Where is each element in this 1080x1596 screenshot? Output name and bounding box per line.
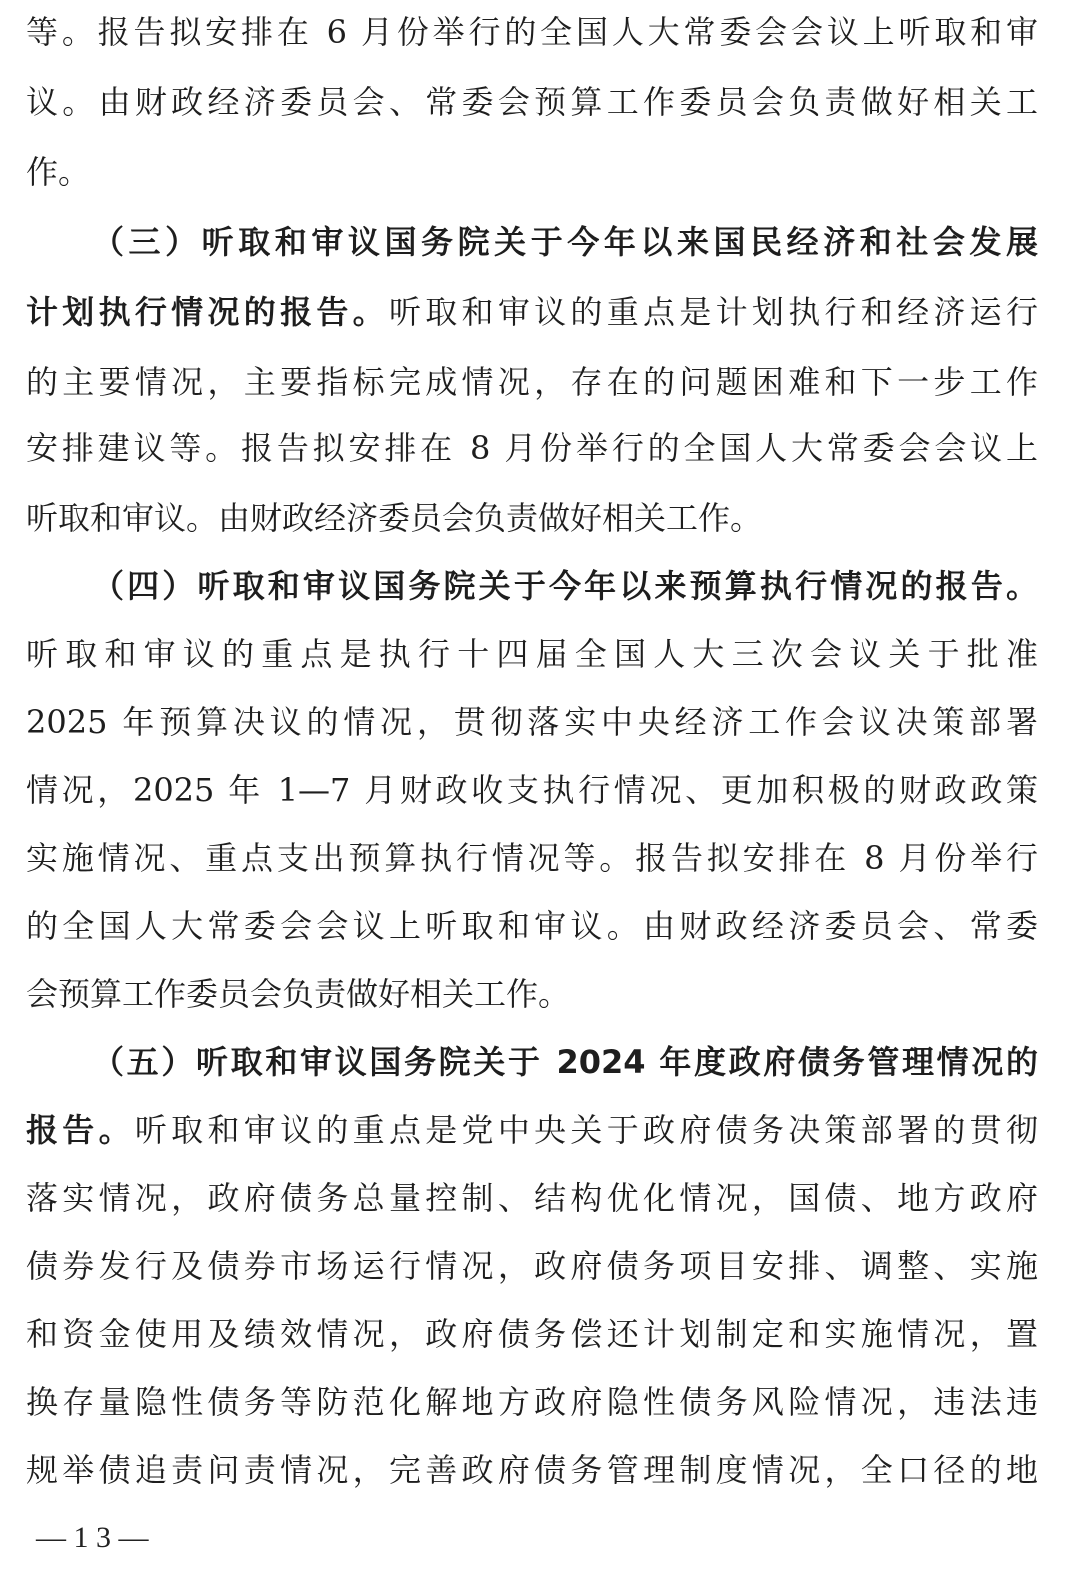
line-text: 债券发行及债券市场运行情况，政府债务项目安排、调整、实施 [26,1247,1038,1285]
text-line [26,72,1038,132]
text-line [26,1372,1038,1432]
text-line [26,1304,1038,1364]
line-text: 听取和审议的重点是执行十四届全国人大三次会议关于批准 [26,635,1038,673]
line-text: 的主要情况，主要指标完成情况，存在的问题困难和下一步工作 [26,363,1038,401]
line-text: 规举债追责问责情况，完善政府债务管理制度情况，全口径的地 [26,1451,1038,1489]
text-line [26,624,1038,684]
section-heading-line [92,212,1038,272]
section-heading: 报告。 [26,1111,135,1149]
line-text: 作。 [26,153,91,191]
section-heading: 计划执行情况的报告。 [26,293,389,331]
text-line [26,896,1038,956]
line-text: 和资金使用及绩效情况，政府债务偿还计划制定和实施情况，置 [26,1315,1038,1353]
text-line [26,828,1038,888]
text-line [26,1236,1038,1296]
line-text: 的全国人大常委会会议上听取和审议。由财政经济委员会、常委 [26,907,1038,945]
section-heading-line [92,556,1038,616]
line-text: 换存量隐性债务等防范化解地方政府隐性债务风险情况，违法违 [26,1383,1038,1421]
section-heading: （四）听取和审议国务院关于今年以来预算执行情况的报告。 [92,567,1038,605]
text-line [26,1168,1038,1228]
line-text: 等。报告拟安排在 6 月份举行的全国人大常委会会议上听取和审 [26,13,1038,51]
text-line [26,692,1038,752]
line-text: 情况，2025 年 1—7 月财政收支执行情况、更加积极的财政政策 [26,771,1038,809]
line-text: 听取和审议的重点是党中央关于政府债务决策部署的贯彻 [134,1111,1038,1149]
line-text: 会预算工作委员会负责做好相关工作。 [26,975,571,1013]
text-line [26,352,1038,412]
text-line [26,418,1038,478]
text-line [26,760,1038,820]
line-text: 议。由财政经济委员会、常委会预算工作委员会负责做好相关工 [26,83,1038,121]
text-line [26,282,1038,342]
section-heading-line [92,1032,1038,1092]
text-line [26,2,1038,62]
section-heading: （三）听取和审议国务院关于今年以来国民经济和社会发展 [92,223,1038,261]
line-text: 听取和审议。由财政经济委员会负责做好相关工作。 [26,499,763,537]
line-text: 2025 年预算决议的情况，贯彻落实中央经济工作会议决策部署 [26,703,1038,741]
line-text: 落实情况，政府债务总量控制、结构优化情况，国债、地方政府 [26,1179,1038,1217]
text-line [26,488,1038,548]
text-line [26,1100,1038,1160]
line-text: 安排建议等。报告拟安排在 8 月份举行的全国人大常委会会议上 [26,429,1038,467]
section-heading: （五）听取和审议国务院关于 2024 年度政府债务管理情况的 [92,1043,1038,1081]
line-text: 听取和审议的重点是计划执行和经济运行 [388,293,1038,331]
text-line [26,142,1038,202]
line-text: 实施情况、重点支出预算执行情况等。报告拟安排在 8 月份举行 [26,839,1038,877]
text-line [26,964,1038,1024]
page-number: — 1 3 — [36,1521,149,1554]
text-line [26,1440,1038,1500]
